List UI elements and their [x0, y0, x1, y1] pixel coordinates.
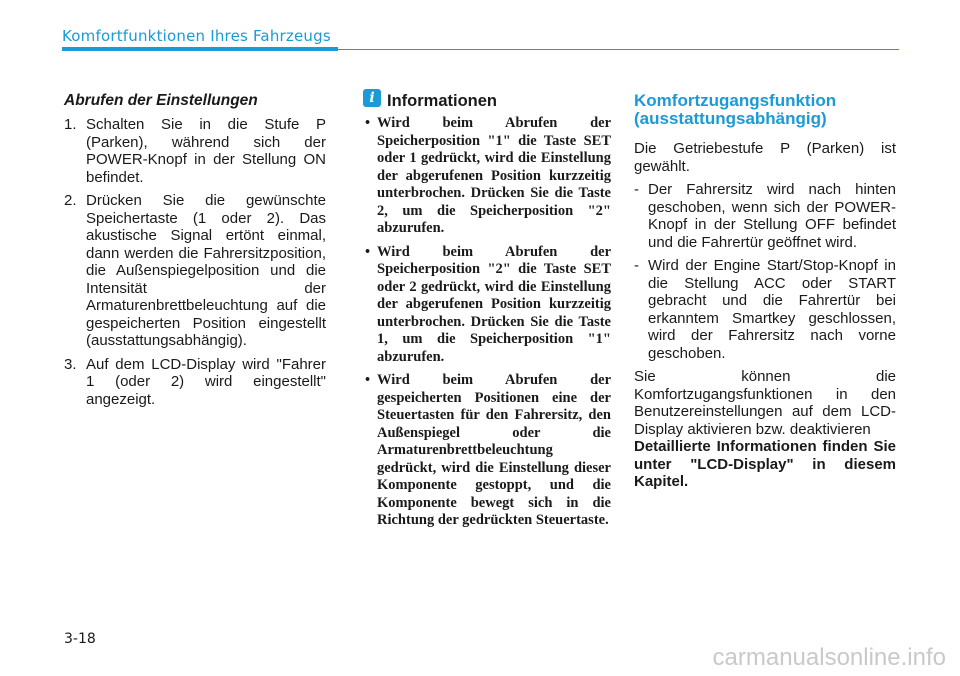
step-text: Drücken Sie die gewünschte Speichertaste (1 oder 2). Das akustische Signal ertönt einmal, dann werden die Fahrersitzposition, die Außenspiegelposition und die Intensität der Armaturenbrettbeleuchtung auf die gespeicherten Position eingestellt (ausstattungsabhängig).	[86, 192, 326, 349]
info-bullet-list	[363, 115, 611, 530]
recall-steps-list	[64, 116, 326, 408]
comfort-access-reference-note: Detaillierte Informationen finden Sie unter "LCD-Display" in diesem Kapitel.	[634, 438, 896, 490]
watermark: carmanualsonline.info	[712, 644, 946, 671]
section-header-title: Komfortfunktionen Ihres Fahrzeugs	[62, 27, 331, 45]
comfort-access-list	[634, 181, 896, 362]
step-number: 3.	[64, 355, 77, 373]
info-heading	[363, 89, 611, 111]
info-bullet-item: • Wird beim Abrufen der gespeicherten Positionen eine der Steuertasten für den Fahrersitz, den Außenspiegel oder die Armaturenbrettbeleuchtung gedrückt, wird die Einstellung dieser Komponente gestoppt, und die Komponente bewegt sich in die Richtung der gedrückten Steuertaste.	[363, 372, 611, 530]
comfort-access-heading: Komfortzugangsfunktion (ausstattungsabhängig)	[634, 91, 837, 128]
info-icon: i	[363, 89, 381, 107]
comfort-access-settings-text: Sie können die Komfortzugangsfunktionen in den Benutzereinstellungen auf dem LCD-Display aktivieren bzw. deaktivieren	[634, 368, 896, 438]
info-title: Informationen	[387, 92, 497, 110]
comfort-access-item-text: Wird der Engine Start/Stop-Knopf in die Stellung ACC oder START gebracht und die Fahrertür bei erkanntem Smartkey geschlossen, wird der Fahrersitz nach vorne geschoben.	[648, 257, 896, 362]
left-column	[64, 92, 326, 414]
step-number: 2.	[64, 192, 77, 209]
step-text: Schalten Sie in die Stufe P (Parken), während sich der POWER-Knopf in der Stellung ON befindet.	[86, 116, 326, 186]
comfort-access-intro: Die Getriebestufe P (Parken) ist gewählt.	[634, 140, 896, 175]
info-bullet-item: • Wird beim Abrufen der Speicherposition "2" die Taste SET oder 2 gedrückt, wird die Einstellung der abgerufenen Position kurzzeitig unterbrochen. Drücken Sie die Taste 1, um die Speicherposition "1" abzurufen.	[363, 244, 611, 367]
comfort-access-item-text: Der Fahrersitz wird nach hinten geschoben, wenn sich der POWER-Knopf in der Stellung OFF befindet und die Fahrertür geöffnet wird.	[648, 181, 896, 251]
step-text: Auf dem LCD-Display wird "Fahrer 1 (oder 2) wird eingestellt" angezeigt.	[86, 355, 326, 408]
comfort-access-item	[634, 181, 896, 251]
dash-marker: -	[634, 257, 639, 274]
page-number: 3-18	[64, 631, 96, 647]
step-item	[64, 192, 326, 350]
dash-marker: -	[634, 181, 639, 198]
step-item	[64, 116, 326, 186]
step-number: 1.	[64, 116, 77, 133]
right-column	[634, 92, 896, 497]
step-item	[64, 356, 326, 409]
header-divider-line	[338, 49, 899, 50]
comfort-access-item	[634, 257, 896, 362]
recall-settings-heading: Abrufen der Einstellungen	[64, 92, 258, 109]
info-column	[363, 89, 611, 536]
header-accent-bar	[62, 47, 338, 51]
info-bullet-item: • Wird beim Abrufen der Speicherposition "1" die Taste SET oder 1 gedrückt, wird die Einstellung der abgerufenen Position kurzzeitig unterbrochen. Drücken Sie die Taste 2, um die Speicherposition "2" abzurufen.	[363, 115, 611, 238]
